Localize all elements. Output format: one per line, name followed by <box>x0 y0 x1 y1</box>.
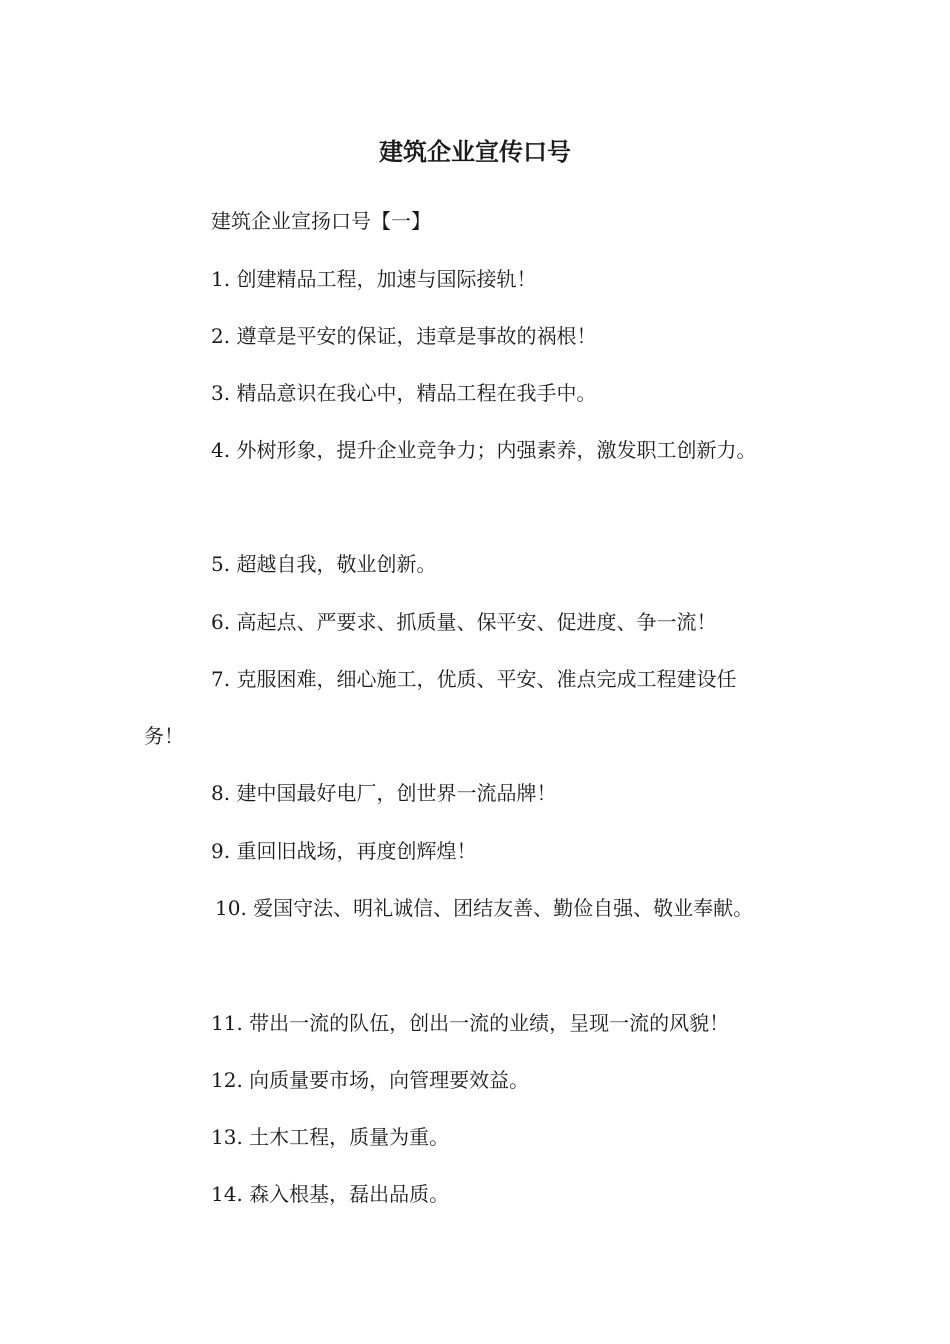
slogan-10: 10. 爱国守法、明礼诚信、团结友善、勤俭自强、敬业奉献。 <box>215 896 754 920</box>
slogan-6: 6. 高起点、严要求、抓质量、保平安、促进度、争一流！ <box>211 610 717 634</box>
document-title: 建筑企业宣传口号 <box>379 137 571 166</box>
slogan-8: 8. 建中国最好电厂，创世界一流品牌！ <box>211 781 557 805</box>
slogan-9: 9. 重回旧战场，再度创辉煌！ <box>211 839 477 863</box>
slogan-1: 1. 创建精品工程，加速与国际接轨！ <box>211 267 537 291</box>
slogan-4: 4. 外树形象，提升企业竞争力；内强素养，激发职工创新力。 <box>211 438 757 462</box>
section-heading: 建筑企业宣扬口号【一】 <box>211 209 431 233</box>
slogan-2: 2. 遵章是平安的保证，违章是事故的祸根！ <box>211 324 597 348</box>
slogan-7: 7. 克服困难，细心施工，优质、平安、准点完成工程建设任 <box>211 667 737 691</box>
slogan-5: 5. 超越自我，敬业创新。 <box>211 552 437 576</box>
slogan-7-continued: 务！ <box>144 724 184 748</box>
slogan-13: 13. 土木工程，质量为重。 <box>211 1125 450 1149</box>
slogan-3: 3. 精品意识在我心中，精品工程在我手中。 <box>211 381 597 405</box>
slogan-11: 11. 带出一流的队伍，创出一流的业绩，呈现一流的风貌！ <box>211 1011 730 1035</box>
slogan-12: 12. 向质量要市场，向管理要效益。 <box>211 1068 530 1092</box>
slogan-14: 14. 森入根基，磊出品质。 <box>211 1182 450 1206</box>
